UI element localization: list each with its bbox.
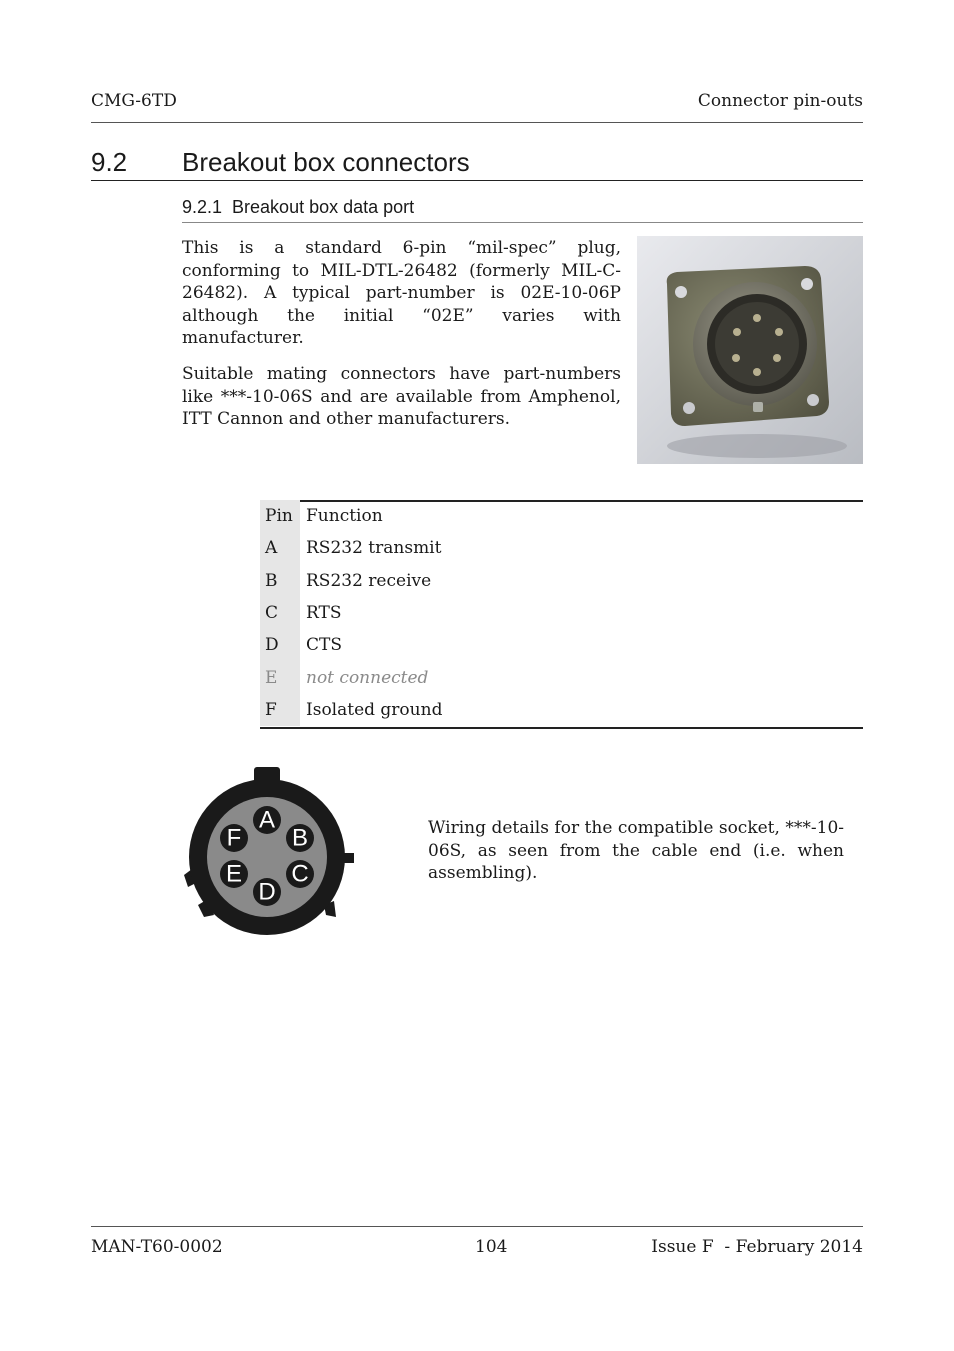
- body-paragraph: This is a standard 6-pin “mil-spec” plug, conforming to MIL-DTL-26482 (formerly MIL-C-26482). A typical part-number is 02E-10-06P although the initial “02E” varies with manufacturer.: [182, 238, 621, 348]
- table-header-row: [260, 500, 863, 532]
- table-bottom-rule: [260, 727, 863, 729]
- pin-cell: A: [260, 532, 300, 564]
- section-rule: [91, 180, 863, 181]
- pin-label-f: F: [226, 824, 242, 852]
- pin-cell: E: [260, 661, 300, 693]
- pin-label-d: D: [258, 878, 276, 906]
- function-column-header: Function: [306, 506, 383, 527]
- pin-table: [260, 500, 863, 726]
- socket-diagram: [180, 765, 356, 941]
- pin-cell: C: [260, 597, 300, 629]
- subsection-rule: [182, 222, 863, 223]
- running-header-left: CMG-6TD: [91, 91, 177, 111]
- pin-label-b: B: [291, 824, 309, 852]
- function-cell: RTS: [306, 603, 342, 624]
- section-title: Breakout box connectors: [182, 147, 470, 177]
- header-rule: [91, 122, 863, 123]
- footer-issue: Issue F - February 2014: [651, 1237, 863, 1257]
- function-cell: RS232 transmit: [306, 538, 442, 559]
- pin-cell: D: [260, 629, 300, 661]
- table-row: [260, 694, 863, 726]
- pin-column-header: Pin: [260, 500, 300, 532]
- table-row: [260, 629, 863, 661]
- pin-cell: F: [260, 694, 300, 726]
- page-number: 104: [475, 1237, 508, 1257]
- connector-photo: [637, 236, 863, 464]
- table-row: [260, 532, 863, 564]
- function-cell: CTS: [306, 635, 342, 656]
- function-cell: RS232 receive: [306, 570, 432, 591]
- running-header-right: Connector pin-outs: [697, 91, 863, 111]
- pin-cell: B: [260, 565, 300, 597]
- function-cell: not connected: [306, 667, 429, 688]
- pin-label-a: A: [258, 806, 276, 834]
- pin-label-c: C: [291, 860, 309, 888]
- table-row: [260, 661, 863, 693]
- pin-label-e: E: [225, 860, 243, 888]
- body-paragraph: Suitable mating connectors have part-numbers like ***-10-06S and are available from Amphenol, ITT Cannon and other manufacturers.: [182, 364, 621, 429]
- table-row: [260, 597, 863, 629]
- socket-caption: Wiring details for the compatible socket, ***-10-06S, as seen from the cable end (i.e. when assembling).: [428, 818, 844, 883]
- section-number: 9.2: [91, 147, 128, 177]
- footer-rule: [91, 1226, 863, 1227]
- table-row: [260, 565, 863, 597]
- function-cell: Isolated ground: [306, 699, 443, 720]
- footer-doc-number: MAN-T60-0002: [91, 1237, 223, 1257]
- subsection-title: 9.2.1 Breakout box data port: [182, 197, 415, 217]
